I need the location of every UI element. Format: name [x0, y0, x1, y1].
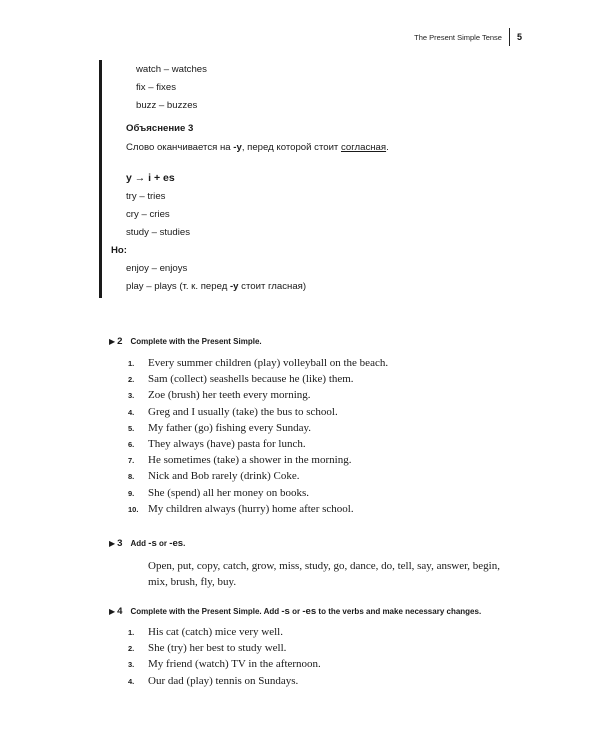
task-4-exercise-list [128, 626, 321, 691]
instruction-suffix-es: -es [302, 606, 317, 617]
instruction-part: Complete with the Present Simple. Add [130, 607, 282, 616]
task-instruction: Complete with the Present Simple. [130, 337, 262, 346]
exercise-number: 4. [128, 676, 135, 686]
exercise-item [128, 675, 321, 691]
task-number: 2 [117, 336, 123, 347]
exercise-number: 6. [128, 439, 135, 449]
exercise-text: They always (have) pasta for lunch. [148, 437, 306, 450]
word-list-line: mix, brush, fly, buy. [148, 576, 237, 588]
task-number: 3 [117, 538, 123, 549]
exercise-number: 9. [128, 488, 135, 498]
example-es-2: fix – fixes [136, 82, 176, 93]
example-ies-3: study – studies [126, 227, 190, 238]
exception-2-part: play – plays (т. к. перед [126, 281, 230, 292]
task-2-exercise-list [128, 357, 388, 519]
exercise-item [128, 389, 388, 405]
exercise-item [128, 454, 388, 470]
example-es-3: buzz – buzzes [136, 100, 198, 111]
exercise-text: Sam (collect) seashells because he (like) them. [148, 373, 354, 386]
exercise-text: She (try) her best to study well. [148, 642, 287, 655]
explanation-text [126, 142, 389, 154]
play-arrow-icon: ▶ [109, 539, 116, 548]
exercise-item [128, 626, 321, 642]
exercise-item [128, 357, 388, 373]
instruction-part: . [183, 539, 186, 548]
word-list-line: Open, put, copy, catch, grow, miss, study, go, dance, do, tell, say, answer, begin, [148, 560, 500, 572]
exercise-number: 2. [128, 644, 135, 654]
instruction-part: to the verbs and make necessary changes. [316, 607, 482, 616]
instruction-part: or [156, 539, 170, 548]
instruction-suffix-s: -s [281, 606, 290, 617]
exercise-text: Our dad (play) tennis on Sundays. [148, 674, 299, 687]
exception-2-part: стоит гласная) [238, 281, 307, 292]
exercise-text: My children always (hurry) home after school. [148, 502, 354, 515]
task-4-header [109, 606, 481, 617]
play-arrow-icon: ▶ [109, 337, 116, 346]
exercise-item [128, 438, 388, 454]
exercise-item [128, 422, 388, 438]
exercise-item [128, 487, 388, 503]
explanation-consonant: согласная [340, 142, 387, 153]
exercise-text: He sometimes (take) a shower in the morning. [148, 454, 352, 467]
play-arrow-icon: ▶ [109, 607, 116, 616]
running-title: The Present Simple Tense [414, 32, 502, 42]
explanation-text-part: Слово оканчивается на [126, 142, 234, 153]
exercise-item [128, 470, 388, 486]
exercise-item [128, 373, 388, 389]
exercise-item [128, 658, 321, 674]
exercise-number: 5. [128, 423, 135, 433]
instruction-part: Add [130, 539, 149, 548]
exercise-text: Every summer children (play) volleyball on the beach. [148, 357, 389, 369]
exception-1: enjoy – enjoys [126, 263, 188, 274]
instruction-suffix-s: -s [148, 538, 157, 549]
exercise-text: Nick and Bob rarely (drink) Coke. [148, 470, 300, 483]
task-3-word-list [148, 558, 518, 590]
instruction-suffix-es: -es [169, 538, 184, 549]
exercise-text: His cat (catch) mice very well. [148, 626, 283, 638]
exercise-text: My father (go) fishing every Sunday. [148, 421, 312, 434]
exercise-text: She (spend) all her money on books. [148, 486, 309, 499]
but-label: Но: [111, 245, 127, 256]
exercise-number: 4. [128, 407, 135, 417]
exercise-number: 3. [128, 660, 135, 670]
explanation-title: Объяснение 3 [126, 123, 194, 134]
explanation-ending: -y [233, 142, 242, 153]
exercise-text: Greg and I usually (take) the bus to school. [148, 405, 338, 418]
rule-formula: y → i + es [126, 172, 175, 184]
exercise-number: 7. [128, 456, 135, 466]
explanation-text-part: , перед которой стоит [241, 142, 341, 153]
exercise-text: My friend (watch) TV in the afternoon. [148, 658, 321, 671]
explanation-text-part: . [386, 142, 389, 153]
example-ies-1: try – tries [126, 191, 166, 202]
running-head [414, 28, 522, 46]
task-number: 4 [117, 606, 123, 617]
example-ies-2: cry – cries [126, 209, 170, 220]
exercise-item [128, 503, 388, 519]
rule-box-bar [99, 60, 102, 298]
task-3-header [109, 538, 185, 549]
exercise-number: 1. [128, 359, 135, 368]
exercise-item [128, 406, 388, 422]
task-instruction [131, 606, 482, 617]
exercise-number: 3. [128, 391, 135, 401]
exercise-text: Zoe (brush) her teeth every morning. [148, 389, 311, 402]
instruction-part: or [289, 607, 303, 616]
exercise-number: 10. [128, 504, 139, 514]
exercise-number: 1. [128, 628, 135, 637]
page-number: 5 [516, 32, 522, 42]
exercise-number: 2. [128, 375, 135, 385]
task-instruction [131, 538, 186, 549]
exception-2-ending: -y [229, 281, 239, 292]
exercise-item [128, 642, 321, 658]
example-es-1: watch – watches [136, 64, 207, 75]
exception-2 [126, 281, 306, 293]
exercise-number: 8. [128, 472, 135, 482]
task-2-header [109, 336, 262, 347]
